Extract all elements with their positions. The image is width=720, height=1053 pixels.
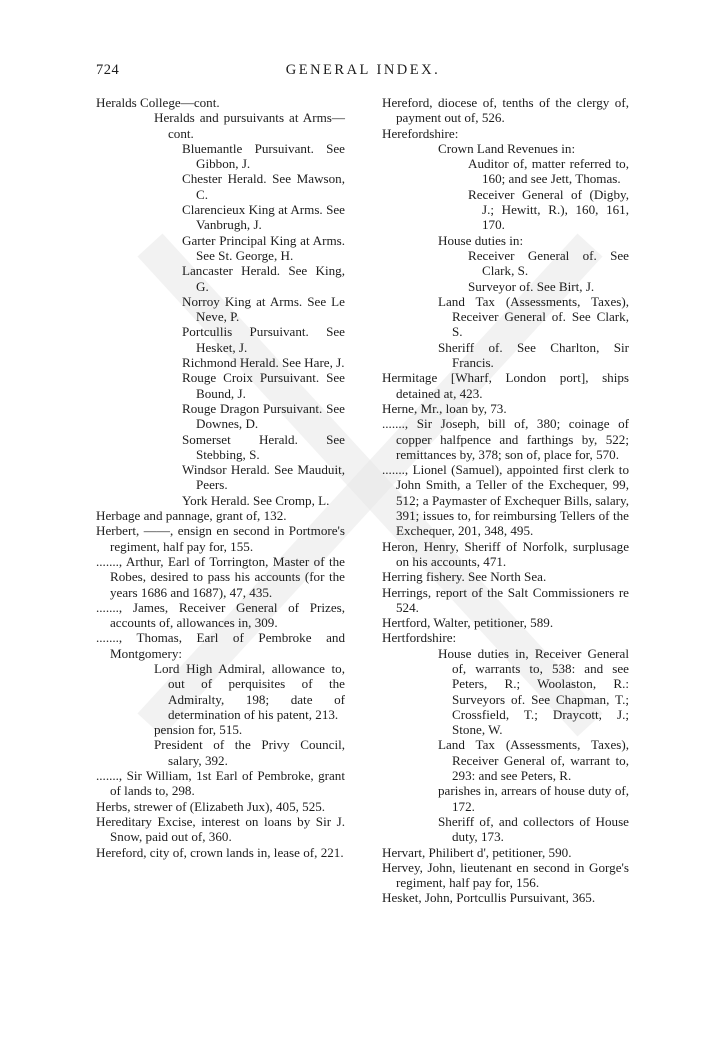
index-entry: Richmond Herald. See Hare, J. (182, 355, 345, 371)
index-entry: York Herald. See Cromp, L. (182, 492, 330, 508)
index-entry: Sheriff of, and collectors of House duty, 173. (438, 813, 629, 845)
index-entry: ......., Thomas, Earl of Pembroke and Montgomery: (96, 630, 345, 661)
index-entry: pension for, 515. (154, 722, 243, 738)
index-entry: House duties in, Receiver General of, warrants to, 538: and see Peters, R.; Woolaston, R.: Surveyors of. See Chapman, T.; Crossfield, T.; Draycott, J.; Stone, W. (438, 645, 629, 738)
index-entry: Receiver General of. See Clark, S. (468, 247, 629, 279)
index-entry: Rouge Croix Pursuivant. See Bound, J. (182, 370, 345, 401)
index-entry: Hereford, city of, crown lands in, lease of, 221. (96, 844, 344, 860)
index-entry: House duties in: (438, 232, 524, 248)
index-entry: Somerset Herald. See Stebbing, S. (182, 431, 345, 462)
index-entry: Herring fishery. See North Sea. (382, 569, 547, 585)
index-entry: Clarencieux King at Arms. See Vanbrugh, J. (182, 202, 345, 233)
index-entry: Hervey, John, lieutenant en second in Gorge's regiment, half pay for, 156. (382, 859, 629, 891)
index-entry: Lancaster Herald. See King, G. (182, 263, 345, 294)
index-entry: Land Tax (Assessments, Taxes), Receiver General of, warrant to, 293: and see Peters, R. (438, 737, 629, 784)
index-entry: parishes in, arrears of house duty of, 172. (438, 783, 629, 814)
index-entry: Lord High Admiral, allowance to, out of perquisites of the Admiralty, 198; date of determination of his patent, 213. (154, 660, 345, 722)
index-entry: Portcullis Pursuivant. See Hesket, J. (182, 324, 345, 355)
index-entry: Auditor of, matter referred to, 160; and see Jett, Thomas. (468, 156, 629, 187)
index-entry: Herrings, report of the Salt Commissioners re 524. (382, 584, 629, 615)
index-entry: Windsor Herald. See Mauduit, Peers. (182, 462, 345, 493)
index-entry: Land Tax (Assessments, Taxes), Receiver General of. See Clark, S. (438, 293, 629, 340)
index-entry: Sheriff of. See Charlton, Sir Francis. (438, 339, 629, 371)
index-entry: Heralds and pursuivants at Arms—cont. (154, 110, 345, 141)
index-entry: Hesket, John, Portcullis Pursuivant, 365. (382, 890, 596, 906)
index-entry: Hervart, Philibert d', petitioner, 590. (382, 844, 572, 860)
right-index-column (382, 95, 629, 906)
page-header (96, 62, 630, 86)
index-entry: ......., Sir William, 1st Earl of Pembroke, grant of lands to, 298. (96, 768, 345, 799)
index-entry: Hereditary Excise, interest on loans by Sir J. Snow, paid out of, 360. (96, 813, 345, 845)
index-entry: Herbert, ——, ensign en second in Portmore's regiment, half pay for, 155. (96, 523, 345, 554)
index-entry: Herbage and pannage, grant of, 132. (96, 508, 287, 524)
index-entry: Bluemantle Pursuivant. See Gibbon, J. (182, 140, 345, 172)
index-entry: Herefordshire: (382, 125, 459, 141)
index-entry: Garter Principal King at Arms. See St. George, H. (182, 232, 345, 263)
index-entry: Herbs, strewer of (Elizabeth Jux), 405, 525. (96, 798, 326, 814)
index-entry: ......., Sir Joseph, bill of, 380; coinage of copper halfpence and farthings by, 522; remittances by, 378; son of, place for, 570. (382, 416, 629, 462)
page-number: 724 (96, 62, 120, 78)
left-index-column (96, 95, 345, 860)
index-entry: ......., Lionel (Samuel), appointed first clerk to John Smith, a Teller of the Exchequer, 99, 512; a Paymaster of Exchequer Bills, salary, 391; issues to, for reimbursing Tellers of the Exchequer, 201, 348, 495. (382, 462, 629, 539)
index-entry: Rouge Dragon Pursuivant. See Downes, D. (182, 400, 345, 432)
index-entry: Heron, Henry, Sheriff of Norfolk, surplusage on his accounts, 471. (382, 538, 629, 569)
index-entry: Receiver General of (Digby, J.; Hewitt, R.), 160, 161, 170. (468, 186, 629, 233)
index-entry: Surveyor of. See Birt, J. (468, 278, 595, 294)
index-entry: Hereford, diocese of, tenths of the clergy of, payment out of, 526. (382, 95, 629, 126)
index-entry: ......., James, Receiver General of Prizes, accounts of, allowances in, 309. (96, 599, 345, 631)
index-entry: Heralds College—cont. (96, 95, 220, 110)
index-entry: Norroy King at Arms. See Le Neve, P. (182, 293, 345, 325)
index-entry: Herne, Mr., loan by, 73. (382, 400, 507, 416)
index-entry: Chester Herald. See Mawson, C. (182, 171, 345, 202)
index-entry: Hermitage [Wharf, London port], ships detained at, 423. (382, 370, 629, 401)
index-entry: ......., Arthur, Earl of Torrington, Master of the Robes, desired to pass his accounts (for the years 1686 and 1687), 47, 435. (96, 553, 345, 600)
page-title: GENERAL INDEX. (285, 62, 441, 78)
index-entry: Hertford, Walter, petitioner, 589. (382, 615, 554, 631)
index-entry: Hertfordshire: (382, 630, 457, 646)
index-entry: President of the Privy Council, salary, 392. (154, 737, 345, 768)
index-entry: Crown Land Revenues in: (438, 140, 576, 156)
